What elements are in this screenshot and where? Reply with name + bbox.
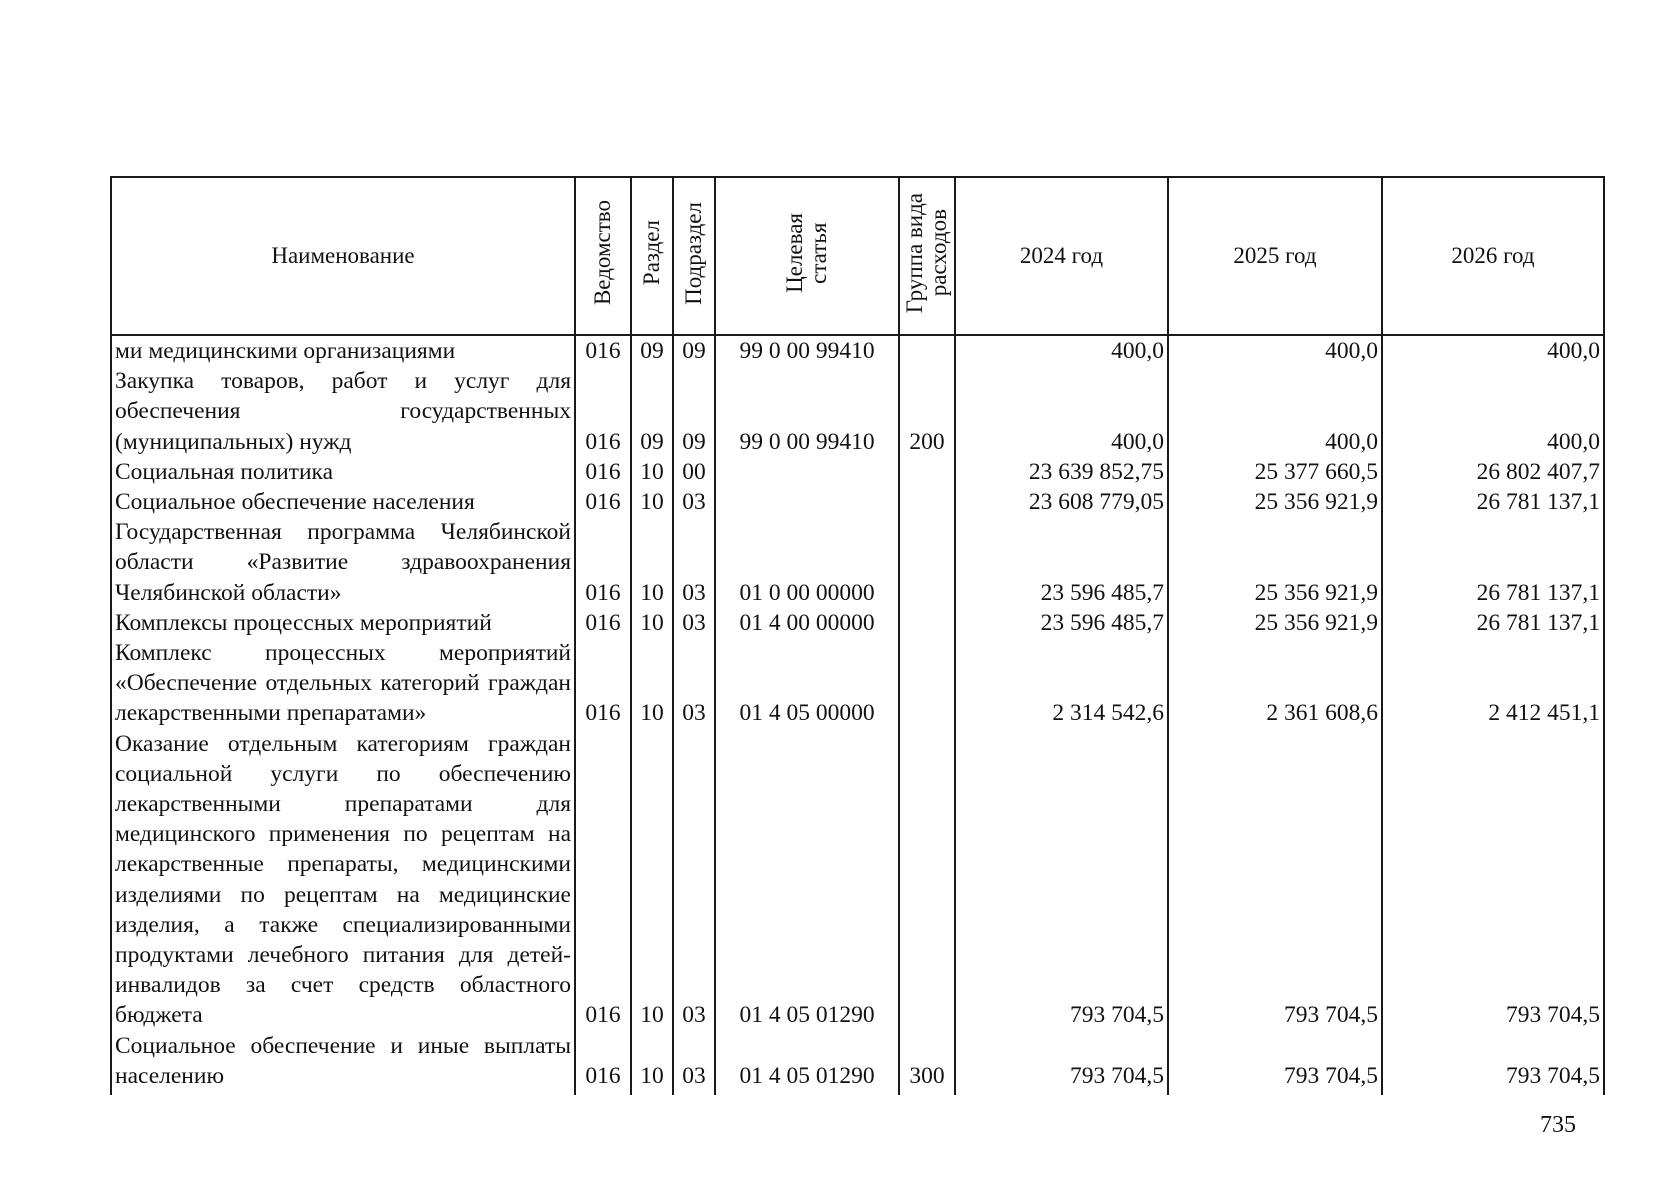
- table-row: [111, 517, 1604, 608]
- cell-razdel: 10: [631, 608, 673, 638]
- cell-2025: 25 377 660,5: [1168, 457, 1382, 487]
- cell-2026: 2 412 451,1: [1382, 638, 1604, 729]
- cell-2025: 25 356 921,9: [1168, 487, 1382, 517]
- header-razdel: [631, 177, 673, 335]
- cell-group: [899, 457, 955, 487]
- header-podrazdel-label: Подраздел: [680, 201, 706, 305]
- header-razdel-label: Раздел: [638, 220, 664, 286]
- cell-group: [899, 335, 955, 366]
- cell-2025: 2 361 608,6: [1168, 638, 1382, 729]
- page-number: 735: [1540, 1112, 1576, 1138]
- header-2026-label: 2026 год: [1451, 243, 1535, 268]
- cell-razdel: 10: [631, 517, 673, 608]
- cell-2026: 400,0: [1382, 366, 1604, 457]
- cell-name: Социальная политика: [111, 457, 575, 487]
- budget-table: [110, 176, 1605, 1095]
- cell-2024: 23 596 485,7: [955, 517, 1168, 608]
- cell-group: 300: [899, 1031, 955, 1095]
- cell-group: [899, 517, 955, 608]
- cell-target: 99 0 00 99410: [715, 366, 899, 457]
- table-row: [111, 457, 1604, 487]
- cell-2024: 793 704,5: [955, 1031, 1168, 1095]
- header-podrazdel: [673, 177, 715, 335]
- cell-2024: 23 608 779,05: [955, 487, 1168, 517]
- header-celevaya-line1: Целевая: [781, 213, 807, 293]
- cell-2024: 793 704,5: [955, 729, 1168, 1031]
- cell-2024: 23 639 852,75: [955, 457, 1168, 487]
- cell-name: Социальное обеспечение и иные выплаты населению: [111, 1031, 575, 1095]
- cell-group: [899, 487, 955, 517]
- header-name: [111, 177, 575, 335]
- cell-razdel: 10: [631, 1031, 673, 1095]
- header-row: [111, 177, 1604, 335]
- cell-2024: 400,0: [955, 335, 1168, 366]
- cell-vedomstvo: 016: [575, 366, 631, 457]
- cell-target: 01 0 00 00000: [715, 517, 899, 608]
- cell-podrazdel: 03: [673, 487, 715, 517]
- cell-2025: 793 704,5: [1168, 1031, 1382, 1095]
- cell-2025: 400,0: [1168, 335, 1382, 366]
- cell-vedomstvo: 016: [575, 1031, 631, 1095]
- cell-razdel: 10: [631, 638, 673, 729]
- cell-name: ми медицинскими организациями: [111, 335, 575, 366]
- header-gruppa-line1: Группа вида: [901, 192, 927, 314]
- header-2026: [1382, 177, 1604, 335]
- cell-2026: 793 704,5: [1382, 1031, 1604, 1095]
- header-name-label: Наименование: [271, 243, 415, 268]
- cell-2026: 26 781 137,1: [1382, 517, 1604, 608]
- cell-vedomstvo: 016: [575, 638, 631, 729]
- cell-vedomstvo: 016: [575, 335, 631, 366]
- cell-razdel: 09: [631, 366, 673, 457]
- cell-2026: 26 802 407,7: [1382, 457, 1604, 487]
- cell-name: Закупка товаров, работ и услуг для обеспечения государственных (муниципальных) нужд: [111, 366, 575, 457]
- cell-name: Государственная программа Челябинской области «Развитие здравоохранения Челябинской области»: [111, 517, 575, 608]
- cell-podrazdel: 03: [673, 517, 715, 608]
- cell-target: [715, 487, 899, 517]
- cell-razdel: 10: [631, 487, 673, 517]
- cell-razdel: 10: [631, 729, 673, 1031]
- cell-podrazdel: 03: [673, 638, 715, 729]
- header-2024: [955, 177, 1168, 335]
- cell-2025: 25 356 921,9: [1168, 608, 1382, 638]
- cell-2026: 26 781 137,1: [1382, 487, 1604, 517]
- cell-2026: 793 704,5: [1382, 729, 1604, 1031]
- cell-target: 01 4 00 00000: [715, 608, 899, 638]
- cell-group: [899, 608, 955, 638]
- cell-target: [715, 457, 899, 487]
- cell-target: 01 4 05 01290: [715, 729, 899, 1031]
- cell-group: [899, 638, 955, 729]
- table-header: [111, 177, 1604, 335]
- cell-vedomstvo: 016: [575, 608, 631, 638]
- header-gruppa-line2: расходов: [926, 209, 951, 297]
- cell-name: Социальное обеспечение населения: [111, 487, 575, 517]
- cell-podrazdel: 09: [673, 335, 715, 366]
- header-2025-label: 2025 год: [1233, 243, 1317, 268]
- table-row: [111, 487, 1604, 517]
- header-2024-label: 2024 год: [1019, 243, 1104, 268]
- cell-razdel: 10: [631, 457, 673, 487]
- header-vedomstvo-label: Ведомство: [589, 200, 615, 306]
- header-celevaya-statya-label: [783, 213, 831, 293]
- cell-group: [899, 729, 955, 1031]
- cell-2026: 26 781 137,1: [1382, 608, 1604, 638]
- cell-2024: 400,0: [955, 366, 1168, 457]
- cell-target: 99 0 00 99410: [715, 335, 899, 366]
- header-celevaya-line2: статья: [806, 222, 831, 284]
- header-celevaya-statya: [715, 177, 899, 335]
- cell-name: Оказание отдельным категориям граждан социальной услуги по обеспечению лекарственными препаратами для медицинского применения по рецептам на лекарственные препараты, медицинскими изделиями по рецептам на медицинские изделия, а также специализированными продуктами лечебного питания для детей-инвалидов за счет средств областного бюджета: [111, 729, 575, 1031]
- cell-podrazdel: 09: [673, 366, 715, 457]
- header-vedomstvo: [575, 177, 631, 335]
- cell-name: Комплексы процессных мероприятий: [111, 608, 575, 638]
- cell-2025: 400,0: [1168, 366, 1382, 457]
- table-row: [111, 1031, 1604, 1095]
- cell-name: Комплекс процессных мероприятий «Обеспечение отдельных категорий граждан лекарственными препаратами»: [111, 638, 575, 729]
- header-2025: [1168, 177, 1382, 335]
- header-gruppa: [899, 177, 955, 335]
- header-gruppa-label: [903, 193, 951, 313]
- cell-group: 200: [899, 366, 955, 457]
- cell-podrazdel: 03: [673, 1031, 715, 1095]
- cell-2026: 400,0: [1382, 335, 1604, 366]
- cell-2024: 2 314 542,6: [955, 638, 1168, 729]
- cell-podrazdel: 00: [673, 457, 715, 487]
- table-body: [111, 335, 1604, 1095]
- cell-2025: 793 704,5: [1168, 729, 1382, 1031]
- cell-vedomstvo: 016: [575, 517, 631, 608]
- cell-vedomstvo: 016: [575, 729, 631, 1031]
- cell-2024: 23 596 485,7: [955, 608, 1168, 638]
- table-row: [111, 608, 1604, 638]
- cell-razdel: 09: [631, 335, 673, 366]
- cell-vedomstvo: 016: [575, 487, 631, 517]
- table-row: [111, 366, 1604, 457]
- table-row: [111, 335, 1604, 366]
- table-row: [111, 638, 1604, 729]
- cell-2025: 25 356 921,9: [1168, 517, 1382, 608]
- cell-podrazdel: 03: [673, 729, 715, 1031]
- cell-target: 01 4 05 00000: [715, 638, 899, 729]
- table-row: [111, 729, 1604, 1031]
- cell-target: 01 4 05 01290: [715, 1031, 899, 1095]
- cell-podrazdel: 03: [673, 608, 715, 638]
- cell-vedomstvo: 016: [575, 457, 631, 487]
